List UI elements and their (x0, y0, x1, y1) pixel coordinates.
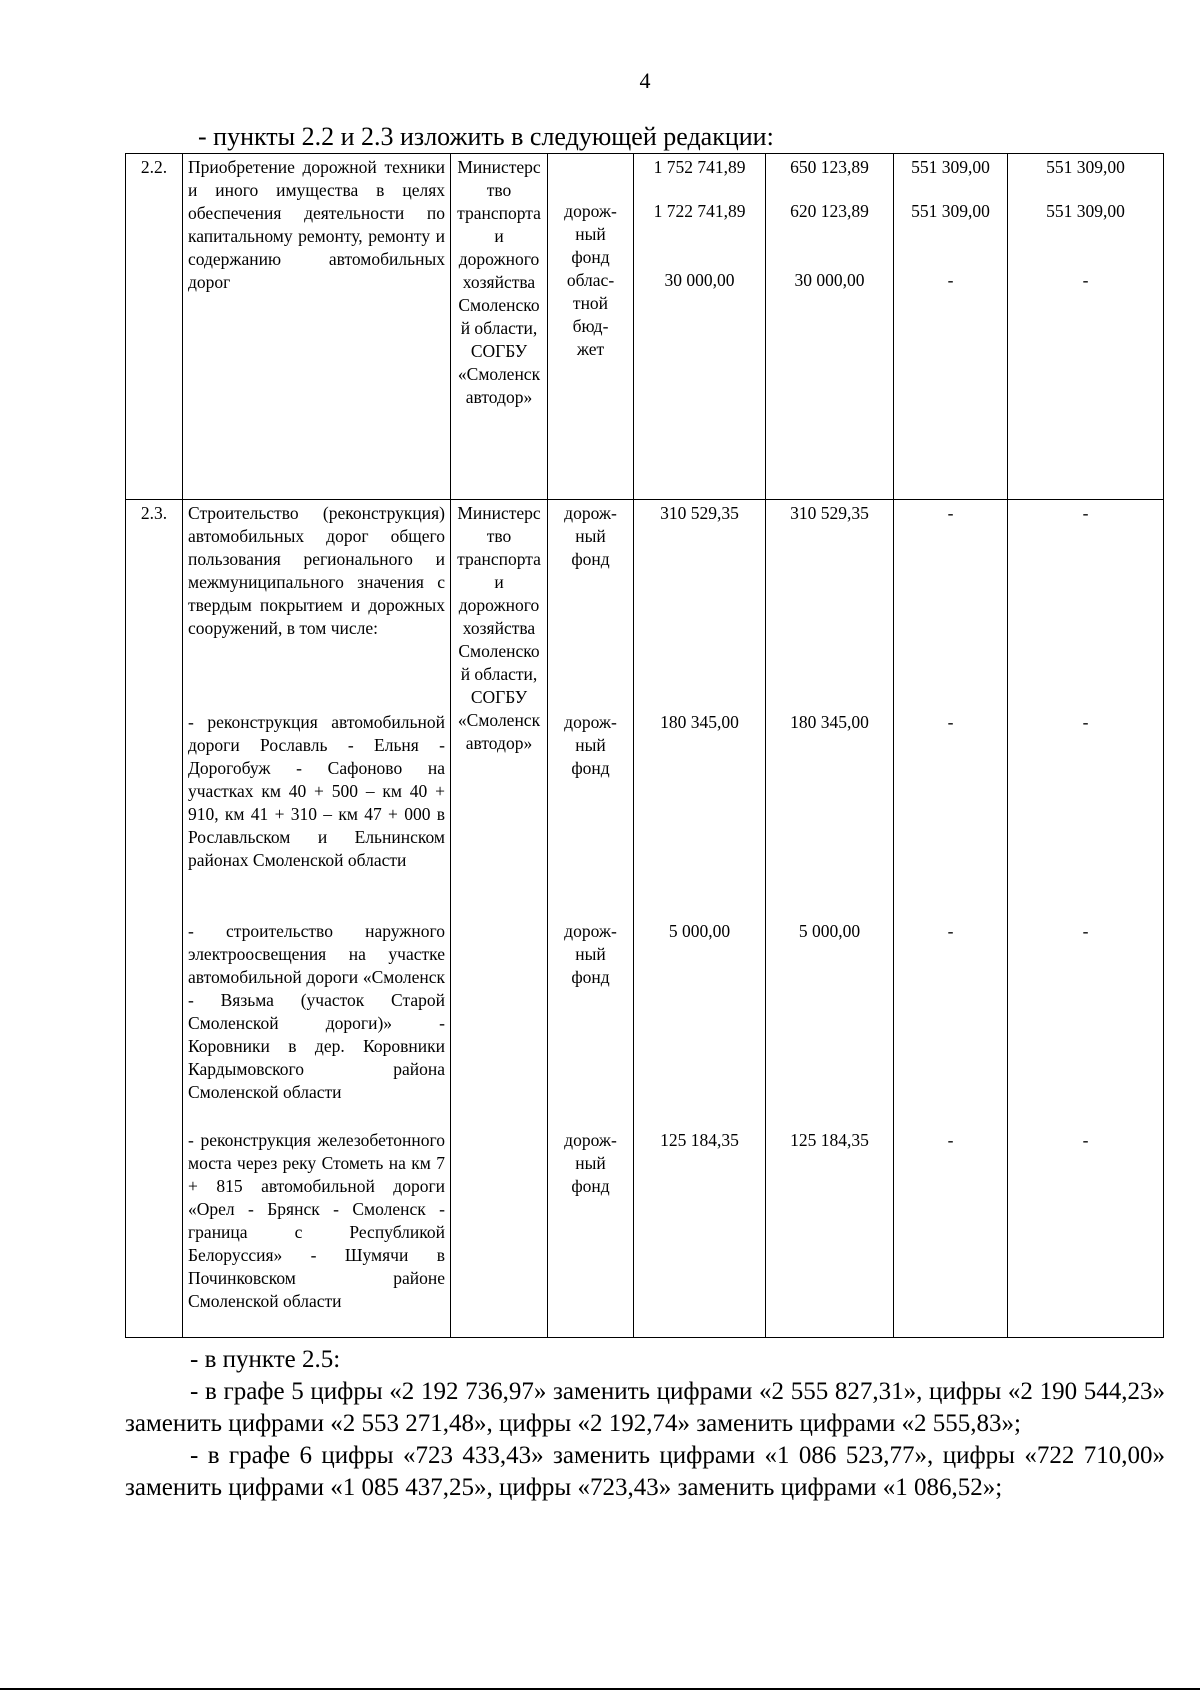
total-cell (634, 154, 766, 500)
source-line: фонд (571, 758, 610, 778)
source-line: ный (575, 224, 606, 244)
year3-cell (1008, 154, 1164, 500)
value-cell: - (947, 712, 954, 732)
value-cell: - (1082, 921, 1089, 941)
source-line: облас- (566, 270, 615, 290)
measure-item: - реконструкция автомобильной дороги Рославль - Ельня - Дорогобуж - Сафоново на участках км 40 + 500 – км 40 + 910, км 41 + 310 – км 47 + 000 в Рославльском и Ельнинском районах Смоленской области (188, 712, 445, 870)
value-cell: - (1082, 1130, 1089, 1150)
year2-cell (894, 154, 1008, 500)
total-cell (634, 500, 766, 1338)
source-line: фонд (571, 549, 610, 569)
value-cell: 125 184,35 (660, 1130, 739, 1150)
value-total: 551 309,00 (1046, 157, 1125, 177)
value-cell: 180 345,00 (790, 712, 869, 732)
value-total: 1 752 741,89 (653, 157, 746, 177)
source-line: ный (575, 735, 606, 755)
measure-item: - реконструкция железобетонного моста через реку Стометь на км 7 + 815 автомобильной дороги «Орел - Брянск - Смоленск - граница с Республикой Белоруссия» - Шумячи в Починковском районе Смоленской области (188, 1130, 445, 1311)
value-cell: 310 529,35 (790, 503, 869, 523)
source-line: ный (575, 526, 606, 546)
source-line: дорож- (564, 712, 617, 732)
value-cell: - (947, 1130, 954, 1150)
value-cell: 5 000,00 (668, 921, 731, 941)
measure-item: - строительство наружного электроосвещения на участке автомобильной дороги «Смоленск - Вязьма (участок Старой Смоленской дороги)» - Коровники в дер. Коровники Кардымовского района Смоленской области (188, 921, 445, 1102)
value-road-fund: 1 722 741,89 (653, 201, 746, 221)
source-line: дорож- (564, 201, 617, 221)
table-row-2-2 (126, 154, 1164, 500)
executor-cell: Министерство транспорта и дорожного хозяйства Смоленской области, СОГБУ «Смоленскавтодор» (451, 154, 548, 500)
table-row-2-3 (126, 500, 1164, 1338)
page-number: 4 (639, 68, 651, 93)
source-line: дорож- (564, 1130, 617, 1150)
paragraph: - в пункте 2.5: (190, 1346, 341, 1373)
source-line: дорож- (564, 503, 617, 523)
year1-cell (766, 500, 894, 1338)
measure-name: Приобретение дорожной техники и иного имущества в целях обеспечения деятельности по капитальному ремонту, ремонту и содержанию автомобильных дорог (183, 154, 451, 500)
value-cell: 180 345,00 (660, 712, 739, 732)
value-total: 650 123,89 (790, 157, 869, 177)
program-table (125, 153, 1164, 1338)
value-cell: 125 184,35 (790, 1130, 869, 1150)
funding-source-cell (548, 500, 634, 1338)
source-line: ный (575, 944, 606, 964)
row-number: 2.2. (126, 154, 183, 500)
value-cell: 5 000,00 (798, 921, 861, 941)
funding-source-cell (548, 154, 634, 500)
row-number: 2.3. (126, 500, 183, 1338)
executor-cell: Министерство транспорта и дорожного хозяйства Смоленской области, СОГБУ «Смоленскавтодор» (451, 500, 548, 1338)
value-total: 551 309,00 (911, 157, 990, 177)
source-line: ный (575, 1153, 606, 1173)
source-line: жет (576, 339, 605, 359)
value-cell: - (1082, 503, 1089, 523)
value-road-fund: 551 309,00 (911, 201, 990, 221)
year3-cell (1008, 500, 1164, 1338)
value-cell: - (947, 503, 954, 523)
source-line: фонд (571, 247, 610, 267)
source-line: дорож- (564, 921, 617, 941)
value-regional-budget: 30 000,00 (664, 270, 735, 290)
source-line: тной (572, 293, 609, 313)
page-bottom-rule (0, 1688, 1200, 1690)
year2-cell (894, 500, 1008, 1338)
value-road-fund: 620 123,89 (790, 201, 869, 221)
value-regional-budget: 30 000,00 (794, 270, 865, 290)
paragraph: - в графе 6 цифры «723 433,43» заменить цифрами «1 086 523,77», цифры «722 710,00» заменить цифрами «1 085 437,25», цифры «723,43» заменить цифрами «1 086,52»; (125, 1442, 1165, 1501)
value-cell: - (947, 921, 954, 941)
measure-name (183, 500, 451, 1338)
source-line: фонд (571, 1176, 610, 1196)
value-cell: 310 529,35 (660, 503, 739, 523)
source-line: фонд (571, 967, 610, 987)
year1-cell (766, 154, 894, 500)
measure-item: Строительство (реконструкция) автомобильных дорог общего пользования регионального и межмуниципального значения с твердым покрытием и дорожных сооружений, в том числе: (188, 503, 445, 638)
value-regional-budget: - (947, 270, 954, 290)
amendment-text (125, 1344, 1165, 1504)
intro-text: - пункты 2.2 и 2.3 изложить в следующей редакции: (198, 122, 774, 151)
paragraph: - в графе 5 цифры «2 192 736,97» заменить цифрами «2 555 827,31», цифры «2 190 544,23» заменить цифрами «2 553 271,48», цифры «2 192,74» заменить цифрами «2 555,83»; (125, 1378, 1165, 1437)
source-line: бюд- (572, 316, 609, 336)
value-cell: - (1082, 712, 1089, 732)
value-road-fund: 551 309,00 (1046, 201, 1125, 221)
value-regional-budget: - (1082, 270, 1089, 290)
